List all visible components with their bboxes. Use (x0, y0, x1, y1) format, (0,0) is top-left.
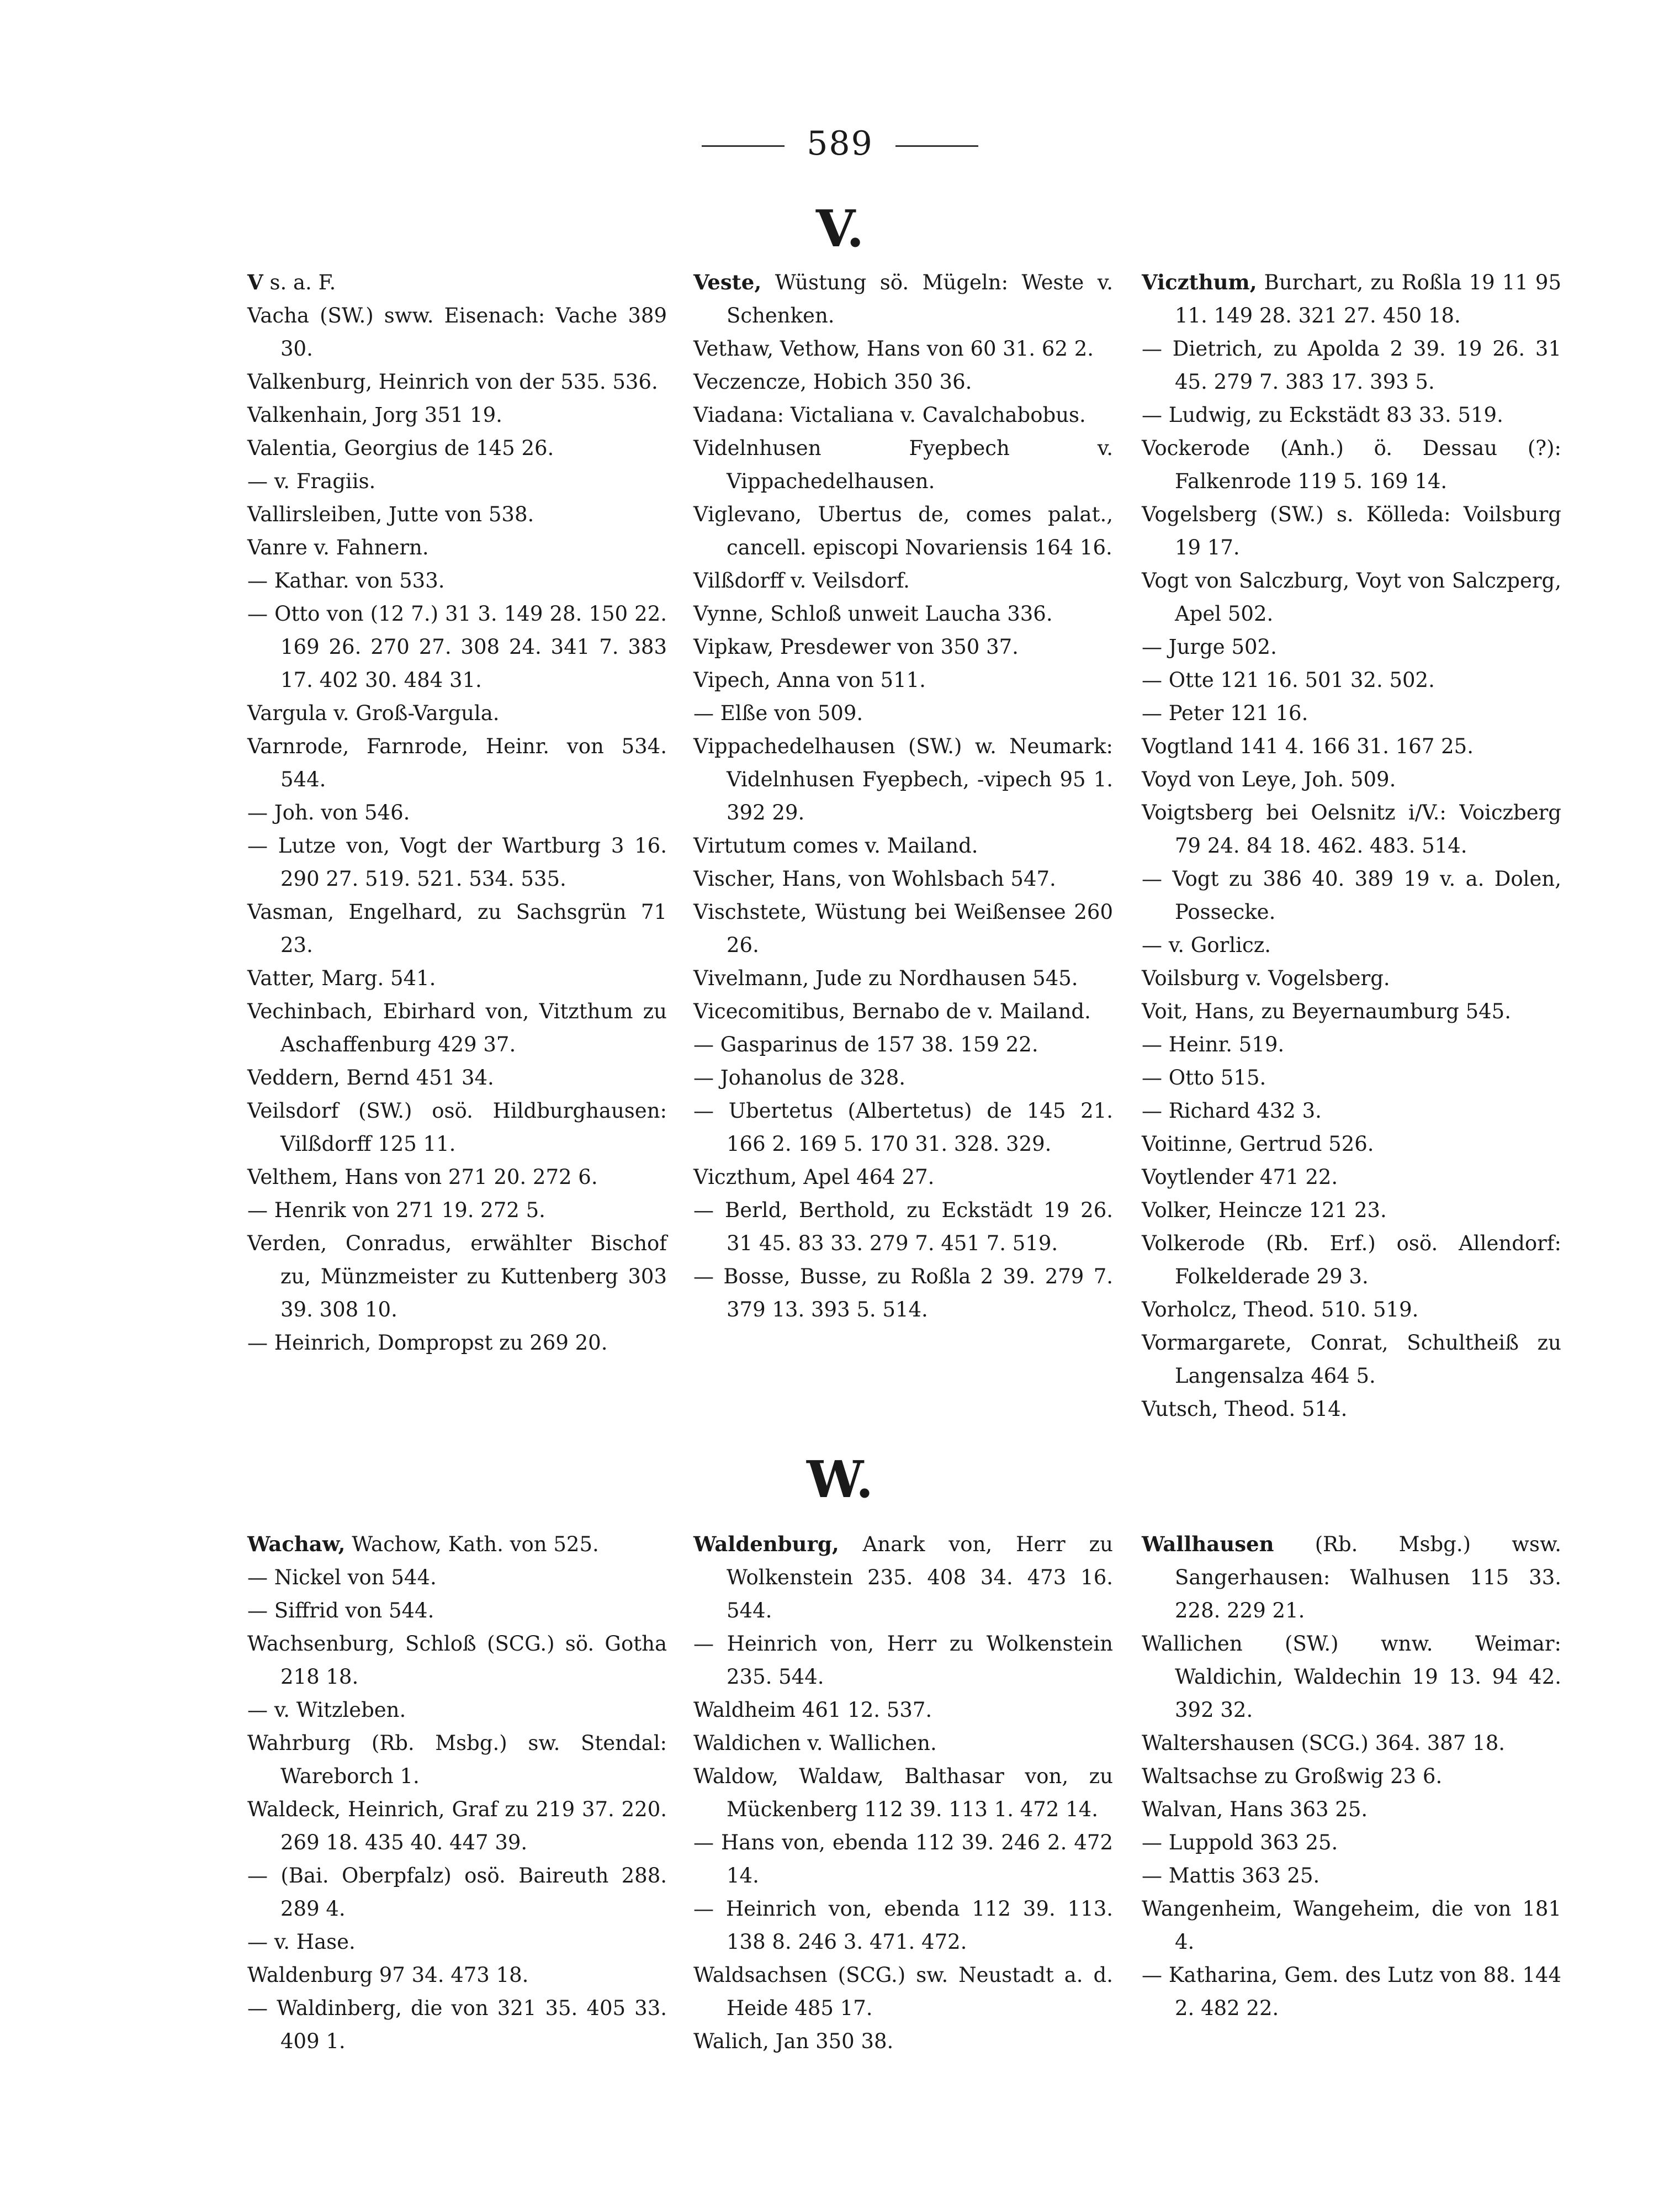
index-entry (1142, 1326, 1561, 1393)
index-entry (247, 465, 667, 498)
index-entry (693, 498, 1113, 564)
page-number-rule-right (895, 145, 978, 147)
index-entry-text: Veddern, Bernd 451 34. (247, 1066, 494, 1090)
index-entry (247, 1992, 667, 2058)
index-entry (1142, 1194, 1561, 1227)
index-entry-headword: Waldenburg, (693, 1532, 839, 1556)
index-entry-text: — Richard 432 3. (1142, 1099, 1322, 1123)
index-entry (1142, 1293, 1561, 1326)
index-entry (693, 1892, 1113, 1959)
index-entry (247, 1527, 667, 1561)
index-entry-text: Voitinne, Gertrud 526. (1142, 1132, 1374, 1156)
index-entry (1142, 1227, 1561, 1293)
index-entry (247, 299, 667, 366)
index-entry (693, 1627, 1113, 1694)
index-entry (1142, 995, 1561, 1028)
index-entry (693, 366, 1113, 399)
index-entry (693, 829, 1113, 863)
index-entry (1142, 1094, 1561, 1128)
index-entry-text: Waldheim 461 12. 537. (693, 1698, 932, 1722)
index-entry (693, 1760, 1113, 1826)
index-entry-text: Varnrode, Farnrode, Heinr. von 534. 544. (247, 734, 667, 791)
index-entry (247, 730, 667, 796)
index-entry (1142, 1760, 1561, 1793)
index-entry-text: Vallirsleiben, Jutte von 538. (247, 503, 534, 526)
index-entry-text: Viglevano, Ubertus de, comes palat., cancell. episcopi Novariensis 164 16. (693, 503, 1113, 559)
index-entry (247, 1727, 667, 1793)
index-entry (1142, 399, 1561, 432)
index-entry-text: Virtutum comes v. Mailand. (693, 834, 978, 858)
index-entry (693, 896, 1113, 962)
index-entry (247, 531, 667, 564)
index-entry (693, 1061, 1113, 1094)
index-entry-text: — Joh. von 546. (247, 801, 410, 824)
index-entry (1142, 631, 1561, 664)
index-entry (693, 962, 1113, 995)
index-entry-text: s. a. F. (263, 271, 336, 294)
index-entry-text: Wahrburg (Rb. Msbg.) sw. Stendal: Wareborch 1. (247, 1731, 667, 1788)
index-entry-text: — Heinrich von, ebenda 112 39. 113. 138 8. 246 3. 471. 472. (693, 1897, 1113, 1954)
index-entry (693, 730, 1113, 829)
index-entry-text: Valentia, Georgius de 145 26. (247, 436, 554, 460)
index-entry (1142, 1393, 1561, 1426)
index-entry (1142, 1727, 1561, 1760)
index-entry-text: Waldichen v. Wallichen. (693, 1731, 937, 1755)
index-entry (1142, 796, 1561, 863)
index-entry-headword: V (247, 270, 263, 294)
index-entry (693, 432, 1113, 498)
index-entry (247, 1793, 667, 1859)
index-entry-text: Burchart, zu Roßla 19 11 95 11. 149 28. 321 27. 450 18. (1175, 271, 1561, 327)
index-entry-text: Wüstung sö. Mügeln: Weste v. Schenken. (727, 271, 1113, 327)
index-entry-text: Wachow, Kath. von 525. (345, 1532, 599, 1556)
index-entry-text: Vipkaw, Presdewer von 350 37. (693, 635, 1019, 659)
index-entry (247, 366, 667, 399)
index-entry-text: Vogelsberg (SW.) s. Kölleda: Voilsburg 19 17. (1142, 503, 1561, 559)
index-entry-text: — Henrik von 271 19. 272 5. (247, 1198, 545, 1222)
index-entry-text: Waldenburg 97 34. 473 18. (247, 1963, 529, 1987)
index-entry-text: Voyd von Leye, Joh. 509. (1142, 768, 1396, 791)
index-entry (1142, 564, 1561, 631)
index-entry-text: Vorholcz, Theod. 510. 519. (1142, 1298, 1419, 1321)
index-entry-text: Vischer, Hans, von Wohlsbach 547. (693, 867, 1056, 891)
index-entry-text: — Dietrich, zu Apolda 2 39. 19 26. 31 45. 279 7. 383 17. 393 5. (1142, 337, 1561, 394)
index-entry (693, 332, 1113, 366)
index-entry-text: Verden, Conradus, erwählter Bischof zu, Münzmeister zu Kuttenberg 303 39. 308 10. (247, 1231, 667, 1321)
index-entry-text: — Hans von, ebenda 112 39. 246 2. 472 14. (693, 1831, 1113, 1887)
index-entry (247, 1859, 667, 1926)
index-entry-text: Vethaw, Vethow, Hans von 60 31. 62 2. (693, 337, 1094, 361)
index-entry-text: Valkenburg, Heinrich von der 535. 536. (247, 370, 658, 394)
index-entry (693, 1826, 1113, 1892)
index-entry (247, 1627, 667, 1694)
index-column (247, 1527, 667, 2058)
index-entry (247, 1959, 667, 1992)
index-column (1142, 1527, 1561, 2025)
index-entry-text: — Mattis 363 25. (1142, 1864, 1320, 1887)
index-entry (693, 1527, 1113, 1627)
index-entry (247, 1161, 667, 1194)
index-entry (693, 697, 1113, 730)
section-heading-v: V. (815, 199, 865, 258)
index-entry-text: — Bosse, Busse, zu Roßla 2 39. 279 7. 379 13. 393 5. 514. (693, 1265, 1113, 1321)
index-entry (693, 1161, 1113, 1194)
index-entry-text: — Gasparinus de 157 38. 159 22. (693, 1033, 1038, 1056)
index-entry-text: Vormargarete, Conrat, Schultheiß zu Langensalza 464 5. (1142, 1331, 1561, 1388)
index-entry (1142, 332, 1561, 399)
index-entry-text: — Siffrid von 544. (247, 1599, 434, 1622)
index-entry-headword: Wallhausen (1142, 1532, 1274, 1556)
index-entry-text: — Ludwig, zu Eckstädt 83 33. 519. (1142, 403, 1503, 427)
index-entry-text: Voit, Hans, zu Beyernaumburg 545. (1142, 1000, 1511, 1023)
index-entry-text: Voigtsberg bei Oelsnitz i/V.: Voiczberg 79 24. 84 18. 462. 483. 514. (1142, 801, 1561, 858)
index-entry-headword: Wachaw, (247, 1532, 346, 1556)
index-entry-text: Viczthum, Apel 464 27. (693, 1165, 935, 1189)
index-entry-text: Wachsenburg, Schloß (SCG.) sö. Gotha 218 18. (247, 1632, 667, 1689)
index-entry (247, 829, 667, 896)
index-entry (693, 399, 1113, 432)
index-entry-text: Anark von, Herr zu Wolkenstein 235. 408 34. 473 16. 544. (727, 1532, 1113, 1622)
index-entry (1142, 1161, 1561, 1194)
index-entry (247, 896, 667, 962)
index-entry (1142, 1061, 1561, 1094)
index-entry-text: — Otto 515. (1142, 1066, 1266, 1090)
index-entry (693, 598, 1113, 631)
index-entry (1142, 1959, 1561, 2025)
index-entry-text: Waltershausen (SCG.) 364. 387 18. (1142, 1731, 1505, 1755)
index-entry-text: Velthem, Hans von 271 20. 272 6. (247, 1165, 598, 1189)
index-entry-text: Vilßdorff v. Veilsdorf. (693, 569, 910, 593)
index-entry (1142, 1892, 1561, 1959)
index-entry-text: Veczencze, Hobich 350 36. (693, 370, 972, 394)
index-entry-text: Wangenheim, Wangeheim, die von 181 4. (1142, 1897, 1561, 1954)
index-entry (1142, 929, 1561, 962)
index-entry-text: Voilsburg v. Vogelsberg. (1142, 966, 1390, 990)
index-entry-text: — Heinrich, Dompropst zu 269 20. (247, 1331, 608, 1355)
index-entry (693, 1959, 1113, 2025)
index-entry (1142, 1793, 1561, 1826)
index-entry (1142, 432, 1561, 498)
index-column (693, 266, 1113, 1326)
index-entry-text: — Kathar. von 533. (247, 569, 445, 593)
index-entry-text: Walich, Jan 350 38. (693, 2029, 894, 2053)
index-entry (247, 1194, 667, 1227)
index-entry-text: Volker, Heincze 121 23. (1142, 1198, 1387, 1222)
index-entry-text: — Jurge 502. (1142, 635, 1277, 659)
index-entry-text: Waldsachsen (SCG.) sw. Neustadt a. d. Heide 485 17. (693, 1963, 1113, 2020)
index-entry-text: Voytlender 471 22. (1142, 1165, 1338, 1189)
index-entry-text: — Otto von (12 7.) 31 3. 149 28. 150 22. 169 26. 270 27. 308 24. 341 7. 383 17. 402 30. 484 31. (247, 602, 667, 692)
index-entry-text: Vivelmann, Jude zu Nordhausen 545. (693, 966, 1078, 990)
index-entry-text: Vatter, Marg. 541. (247, 966, 436, 990)
index-entry (247, 1227, 667, 1326)
index-entry-text: Walvan, Hans 363 25. (1142, 1797, 1368, 1821)
index-entry (693, 1260, 1113, 1326)
index-entry-text: — Ubertetus (Albertetus) de 145 21. 166 2. 169 5. 170 31. 328. 329. (693, 1099, 1113, 1156)
index-entry-text: — Vogt zu 386 40. 389 19 v. a. Dolen, Possecke. (1142, 867, 1561, 924)
index-entry (247, 1094, 667, 1161)
index-entry-text: Vanre v. Fahnern. (247, 536, 429, 559)
index-entry (247, 796, 667, 829)
index-entry-text: — v. Hase. (247, 1930, 356, 1954)
index-entry (1142, 1627, 1561, 1727)
index-entry (1142, 962, 1561, 995)
index-entry-text: — Lutze von, Vogt der Wartburg 3 16. 290 27. 519. 521. 534. 535. (247, 834, 667, 891)
index-entry (693, 664, 1113, 697)
index-entry-text: Vicecomitibus, Bernabo de v. Mailand. (693, 1000, 1091, 1023)
index-entry-text: Vacha (SW.) sww. Eisenach: Vache 389 30. (247, 304, 667, 361)
index-entry (693, 863, 1113, 896)
index-entry-text: — v. Fragiis. (247, 469, 376, 493)
index-entry-text: Volkerode (Rb. Erf.) osö. Allendorf: Folkelderade 29 3. (1142, 1231, 1561, 1288)
index-entry (247, 432, 667, 465)
page-number-line (0, 124, 1680, 163)
index-column (693, 1527, 1113, 2058)
index-entry (693, 1694, 1113, 1727)
index-entry (1142, 1028, 1561, 1061)
index-entry-text: Vynne, Schloß unweit Laucha 336. (693, 602, 1053, 626)
index-entry-text: Waldeck, Heinrich, Graf zu 219 37. 220. 269 18. 435 40. 447 39. (247, 1797, 667, 1854)
index-entry-text: Vogt von Salczburg, Voyt von Salczperg, Apel 502. (1142, 569, 1561, 626)
index-entry (247, 697, 667, 730)
index-entry-text: — Nickel von 544. (247, 1566, 437, 1589)
index-entry (1142, 266, 1561, 332)
index-entry (247, 1561, 667, 1594)
index-entry (247, 498, 667, 531)
index-entry (1142, 1128, 1561, 1161)
index-entry (693, 1194, 1113, 1260)
index-entry-text: Vechinbach, Ebirhard von, Vitzthum zu Aschaffenburg 429 37. (247, 1000, 667, 1056)
index-entry (1142, 1527, 1561, 1627)
index-entry (693, 1094, 1113, 1161)
index-entry-text: Vogtland 141 4. 166 31. 167 25. (1142, 734, 1474, 758)
index-entry (693, 1727, 1113, 1760)
index-entry (247, 266, 667, 299)
index-entry (247, 1594, 667, 1627)
section-heading-w: W. (806, 1450, 874, 1509)
index-entry-text: Waltsachse zu Großwig 23 6. (1142, 1764, 1443, 1788)
index-entry-text: Veilsdorf (SW.) osö. Hildburghausen: Vilßdorff 125 11. (247, 1099, 667, 1156)
index-entry (1142, 664, 1561, 697)
index-entry (247, 995, 667, 1061)
index-entry-text: Viadana: Victaliana v. Cavalchabobus. (693, 403, 1086, 427)
index-entry (1142, 697, 1561, 730)
index-entry (1142, 1859, 1561, 1892)
index-entry-text: Wallichen (SW.) wnw. Weimar: Waldichin, Waldechin 19 13. 94 42. 392 32. (1142, 1632, 1561, 1722)
index-entry-text: — Heinr. 519. (1142, 1033, 1285, 1056)
index-entry (693, 995, 1113, 1028)
index-entry (247, 1326, 667, 1360)
index-entry-text: Valkenhain, Jorg 351 19. (247, 403, 502, 427)
index-entry (247, 1926, 667, 1959)
index-entry-text: Vischstete, Wüstung bei Weißensee 260 26. (693, 900, 1113, 957)
index-entry-text: Vasman, Engelhard, zu Sachsgrün 71 23. (247, 900, 667, 957)
page-number: 589 (807, 124, 873, 163)
index-entry (247, 1694, 667, 1727)
index-column (247, 266, 667, 1360)
index-entry-headword: Viczthum, (1142, 270, 1257, 294)
index-entry-text: (Rb. Msbg.) wsw. Sangerhausen: Walhusen 115 33. 228. 229 21. (1175, 1532, 1561, 1622)
index-entry (1142, 498, 1561, 564)
index-entry-text: — Johanolus de 328. (693, 1066, 906, 1090)
index-entry (247, 399, 667, 432)
index-entry-text: Videlnhusen Fyepbech v. Vippachedelhausen. (693, 436, 1113, 493)
index-column (1142, 266, 1561, 1426)
index-entry (247, 564, 667, 598)
index-entry (693, 266, 1113, 332)
index-entry (693, 631, 1113, 664)
index-entry-text: — Otte 121 16. 501 32. 502. (1142, 668, 1435, 692)
index-entry (1142, 763, 1561, 796)
index-entry-text: — v. Witzleben. (247, 1698, 406, 1722)
index-entry (693, 1028, 1113, 1061)
index-entry-text: Vippachedelhausen (SW.) w. Neumark: Videlnhusen Fyepbech, -vipech 95 1. 392 29. (693, 734, 1113, 824)
index-entry-text: — Peter 121 16. (1142, 701, 1308, 725)
index-entry (693, 2025, 1113, 2058)
index-entry (247, 598, 667, 697)
index-entry-text: Vargula v. Groß-Vargula. (247, 701, 500, 725)
index-entry-text: — Berld, Berthold, zu Eckstädt 19 26. 31 45. 83 33. 279 7. 451 7. 519. (693, 1198, 1113, 1255)
index-entry-text: — Katharina, Gem. des Lutz von 88. 144 2. 482 22. (1142, 1963, 1561, 2020)
index-entry (247, 1061, 667, 1094)
index-entry-text: — Luppold 363 25. (1142, 1831, 1338, 1854)
index-entry-text: — Waldinberg, die von 321 35. 405 33. 409 1. (247, 1996, 667, 2053)
index-entry (1142, 863, 1561, 929)
index-entry-text: — Elße von 509. (693, 701, 863, 725)
index-entry-text: — (Bai. Oberpfalz) osö. Baireuth 288. 289 4. (247, 1864, 667, 1921)
index-entry (1142, 1826, 1561, 1859)
index-entry (1142, 730, 1561, 763)
index-entry-headword: Veste, (693, 270, 762, 294)
page-number-rule-left (702, 145, 785, 147)
index-entry-text: — v. Gorlicz. (1142, 933, 1271, 957)
index-entry-text: Vockerode (Anh.) ö. Dessau (?): Falkenrode 119 5. 169 14. (1142, 436, 1561, 493)
index-entry-text: — Heinrich von, Herr zu Wolkenstein 235. 544. (693, 1632, 1113, 1689)
index-entry-text: Vipech, Anna von 511. (693, 668, 926, 692)
index-entry (247, 962, 667, 995)
index-entry-text: Waldow, Waldaw, Balthasar von, zu Mückenberg 112 39. 113 1. 472 14. (693, 1764, 1113, 1821)
index-entry-text: Vutsch, Theod. 514. (1142, 1397, 1348, 1421)
index-entry (693, 564, 1113, 598)
